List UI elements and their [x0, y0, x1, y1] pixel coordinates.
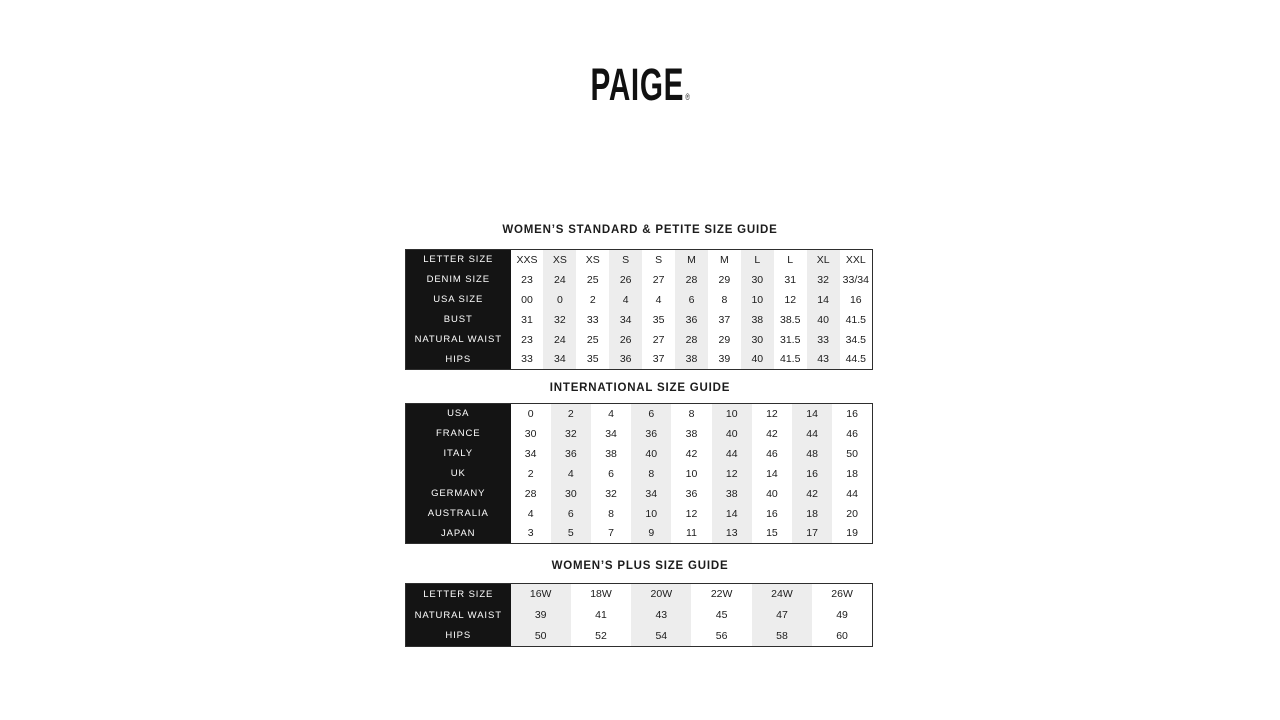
size-cell: 23 — [521, 333, 533, 346]
size-cell: L — [787, 253, 794, 266]
row-label: USA SIZE — [406, 290, 511, 310]
size-cell: 35 — [586, 353, 599, 366]
size-cell: 24 — [543, 270, 576, 290]
size-cell: 30 — [741, 330, 774, 350]
size-cell: 16W — [511, 584, 571, 605]
standard-petite-size-guide-title: WOMEN’S STANDARD & PETITE SIZE GUIDE — [502, 224, 778, 236]
size-cell: 31 — [521, 313, 533, 326]
size-cell: 17 — [792, 524, 832, 544]
size-cell: 43 — [807, 350, 840, 370]
table-row — [406, 250, 873, 270]
row-label: AUSTRALIA — [406, 504, 511, 524]
size-cell: 18W — [590, 588, 612, 601]
size-cell: 29 — [718, 273, 731, 286]
size-cell: 18 — [846, 467, 858, 480]
size-cell: 56 — [715, 629, 728, 642]
size-cell: 22W — [710, 588, 733, 601]
size-cell: 45 — [715, 609, 728, 621]
size-cell: 0 — [543, 290, 576, 310]
size-cell: 6 — [631, 404, 671, 424]
size-cell: M — [720, 253, 729, 266]
size-cell: 58 — [752, 626, 812, 647]
size-cell: 37 — [718, 313, 731, 326]
size-cell: 4 — [551, 464, 591, 484]
table-row — [406, 464, 873, 484]
size-cell: 26 — [609, 330, 642, 350]
size-cell: 50 — [511, 626, 571, 647]
table-row — [406, 424, 873, 444]
row-label: NATURAL WAIST — [406, 330, 511, 350]
size-cell: 36 — [685, 487, 698, 500]
international-size-table — [405, 403, 873, 544]
table-row — [406, 330, 873, 350]
size-cell: 44 — [846, 487, 858, 500]
size-cell: XL — [807, 250, 840, 270]
row-label: GERMANY — [406, 484, 511, 504]
size-cell: 27 — [652, 273, 665, 286]
size-cell: 00 — [521, 293, 533, 306]
size-cell: XS — [585, 253, 600, 266]
table-row — [406, 290, 873, 310]
size-cell: 25 — [586, 273, 599, 286]
table-row — [406, 350, 873, 370]
table-row — [406, 605, 873, 626]
row-label: NATURAL WAIST — [406, 605, 511, 626]
size-cell: 34 — [524, 447, 537, 460]
size-cell: 44 — [712, 444, 752, 464]
standard-petite-size-table — [405, 249, 873, 370]
row-label: LETTER SIZE — [406, 250, 511, 270]
size-cell: 33/34 — [842, 273, 869, 286]
size-cell: 11 — [686, 527, 697, 540]
size-cell: 12 — [784, 293, 797, 306]
size-cell: 32 — [551, 424, 591, 444]
size-cell: 36 — [675, 310, 708, 330]
size-cell: 14 — [807, 290, 840, 310]
table-row — [406, 626, 873, 647]
size-cell: 32 — [543, 310, 576, 330]
table-row — [406, 444, 873, 464]
row-label: UK — [406, 464, 511, 484]
size-cell: 38 — [712, 484, 752, 504]
size-cell: 46 — [846, 427, 858, 440]
size-cell: 24W — [752, 584, 812, 605]
size-cell: 40 — [741, 350, 774, 370]
size-cell: M — [675, 250, 708, 270]
size-cell: 40 — [712, 424, 752, 444]
size-cell: 20W — [631, 584, 691, 605]
size-cell: 33 — [521, 353, 533, 366]
size-cell: 34 — [543, 350, 576, 370]
size-cell: 18 — [792, 504, 832, 524]
size-cell: 34.5 — [845, 333, 866, 346]
size-cell: 19 — [846, 527, 858, 540]
size-cell: 49 — [836, 609, 848, 621]
size-cell: 41 — [595, 609, 607, 621]
size-cell: 16 — [766, 507, 778, 520]
size-cell: 4 — [609, 290, 642, 310]
size-cell: 4 — [527, 507, 534, 520]
table-row — [406, 524, 873, 544]
size-cell: 16 — [846, 407, 858, 420]
size-cell: 47 — [752, 605, 812, 626]
size-cell: 35 — [652, 313, 665, 326]
size-cell: 16 — [849, 293, 862, 306]
size-cell: L — [741, 250, 774, 270]
size-cell: 25 — [586, 333, 599, 346]
row-label: DENIM SIZE — [406, 270, 511, 290]
size-cell: 38 — [685, 427, 698, 440]
size-cell: 14 — [792, 404, 832, 424]
size-cell: 38.5 — [779, 313, 801, 326]
size-cell: S — [609, 250, 642, 270]
table-row — [406, 484, 873, 504]
size-cell: 48 — [792, 444, 832, 464]
size-cell: 8 — [608, 507, 614, 520]
size-cell: 3 — [527, 527, 534, 540]
size-cell: 40 — [766, 487, 778, 500]
size-cell: 42 — [766, 427, 778, 440]
size-cell: 12 — [685, 507, 698, 520]
size-cell: 43 — [631, 605, 691, 626]
size-cell: 15 — [766, 527, 778, 540]
size-cell: 30 — [551, 484, 591, 504]
paige-logo — [0, 59, 1280, 110]
table-row — [406, 270, 873, 290]
size-cell: 38 — [741, 310, 774, 330]
size-cell: 8 — [631, 464, 671, 484]
size-cell: 28 — [524, 487, 537, 500]
paige-logo-text: PAIGE — [590, 59, 684, 110]
size-cell: 14 — [766, 467, 778, 480]
size-cell: 30 — [524, 427, 537, 440]
size-cell: 5 — [551, 524, 591, 544]
row-label: LETTER SIZE — [406, 584, 511, 605]
size-cell: 52 — [595, 629, 607, 642]
size-cell: 10 — [712, 404, 752, 424]
row-label: HIPS — [406, 350, 511, 370]
size-cell: 28 — [675, 270, 708, 290]
international-size-guide-title: INTERNATIONAL SIZE GUIDE — [549, 382, 731, 394]
size-cell: 36 — [631, 424, 671, 444]
size-cell: 44 — [792, 424, 832, 444]
size-cell: 16 — [792, 464, 832, 484]
size-cell: 2 — [551, 404, 591, 424]
size-cell: 10 — [631, 504, 671, 524]
size-cell: 38 — [675, 350, 708, 370]
size-cell: 31.5 — [779, 333, 801, 346]
row-label: HIPS — [406, 626, 511, 647]
size-cell: 28 — [675, 330, 708, 350]
size-cell: XXL — [845, 253, 866, 266]
size-cell: 36 — [609, 350, 642, 370]
size-cell: 30 — [741, 270, 774, 290]
size-cell: 36 — [551, 444, 591, 464]
size-cell: 26W — [831, 588, 853, 601]
size-cell: 50 — [846, 447, 858, 460]
size-cell: 44.5 — [845, 353, 866, 366]
plus-size-table — [405, 583, 873, 647]
size-cell: 37 — [652, 353, 665, 366]
size-cell: 2 — [527, 467, 534, 480]
size-cell: 34 — [631, 484, 671, 504]
size-cell: 7 — [608, 527, 614, 540]
size-cell: 46 — [766, 447, 778, 460]
paige-logo-inner — [590, 59, 690, 110]
plus-size-guide-title: WOMEN’S PLUS SIZE GUIDE — [551, 560, 729, 572]
size-cell: 13 — [712, 524, 752, 544]
table-row — [406, 584, 873, 605]
size-cell: 9 — [631, 524, 671, 544]
size-cell: 60 — [836, 629, 848, 642]
size-cell: 34 — [609, 310, 642, 330]
size-cell: 34 — [605, 427, 617, 440]
size-cell: 31 — [784, 273, 797, 286]
size-cell: 39 — [511, 605, 571, 626]
size-cell: 6 — [675, 290, 708, 310]
size-cell: 42 — [792, 484, 832, 504]
size-cell: XS — [543, 250, 576, 270]
size-cell: 23 — [521, 273, 533, 286]
size-cell: 26 — [609, 270, 642, 290]
size-cell: 10 — [685, 467, 698, 480]
size-cell: XXS — [516, 253, 538, 266]
size-cell: 0 — [527, 407, 534, 420]
size-cell: 12 — [712, 464, 752, 484]
size-cell: 40 — [807, 310, 840, 330]
size-cell: 41.5 — [779, 353, 801, 366]
row-label: FRANCE — [406, 424, 511, 444]
size-cell: 10 — [741, 290, 774, 310]
size-cell: 39 — [718, 353, 731, 366]
row-label: ITALY — [406, 444, 511, 464]
table-row — [406, 404, 873, 424]
size-cell: 38 — [605, 447, 617, 460]
size-cell: 33 — [807, 330, 840, 350]
size-cell: 20 — [846, 507, 858, 520]
size-cell: 12 — [766, 407, 778, 420]
size-cell: 33 — [586, 313, 599, 326]
size-cell: 8 — [721, 293, 728, 306]
table-row — [406, 310, 873, 330]
size-cell: 29 — [718, 333, 731, 346]
registered-trademark-icon: ® — [685, 92, 690, 102]
size-cell: 4 — [608, 407, 614, 420]
size-cell: 42 — [685, 447, 698, 460]
size-cell: 27 — [652, 333, 665, 346]
size-cell: 32 — [807, 270, 840, 290]
size-cell: 40 — [631, 444, 671, 464]
size-cell: 24 — [543, 330, 576, 350]
size-cell: 14 — [712, 504, 752, 524]
size-cell: 8 — [688, 407, 695, 420]
size-cell: 54 — [631, 626, 691, 647]
row-label: JAPAN — [406, 524, 511, 544]
row-label: USA — [406, 404, 511, 424]
size-cell: 41.5 — [845, 313, 866, 326]
table-row — [406, 504, 873, 524]
row-label: BUST — [406, 310, 511, 330]
size-cell: S — [655, 253, 663, 266]
size-cell: 4 — [655, 293, 662, 306]
size-cell: 2 — [589, 293, 596, 306]
size-cell: 6 — [551, 504, 591, 524]
size-cell: 32 — [605, 487, 617, 500]
size-cell: 6 — [608, 467, 614, 480]
